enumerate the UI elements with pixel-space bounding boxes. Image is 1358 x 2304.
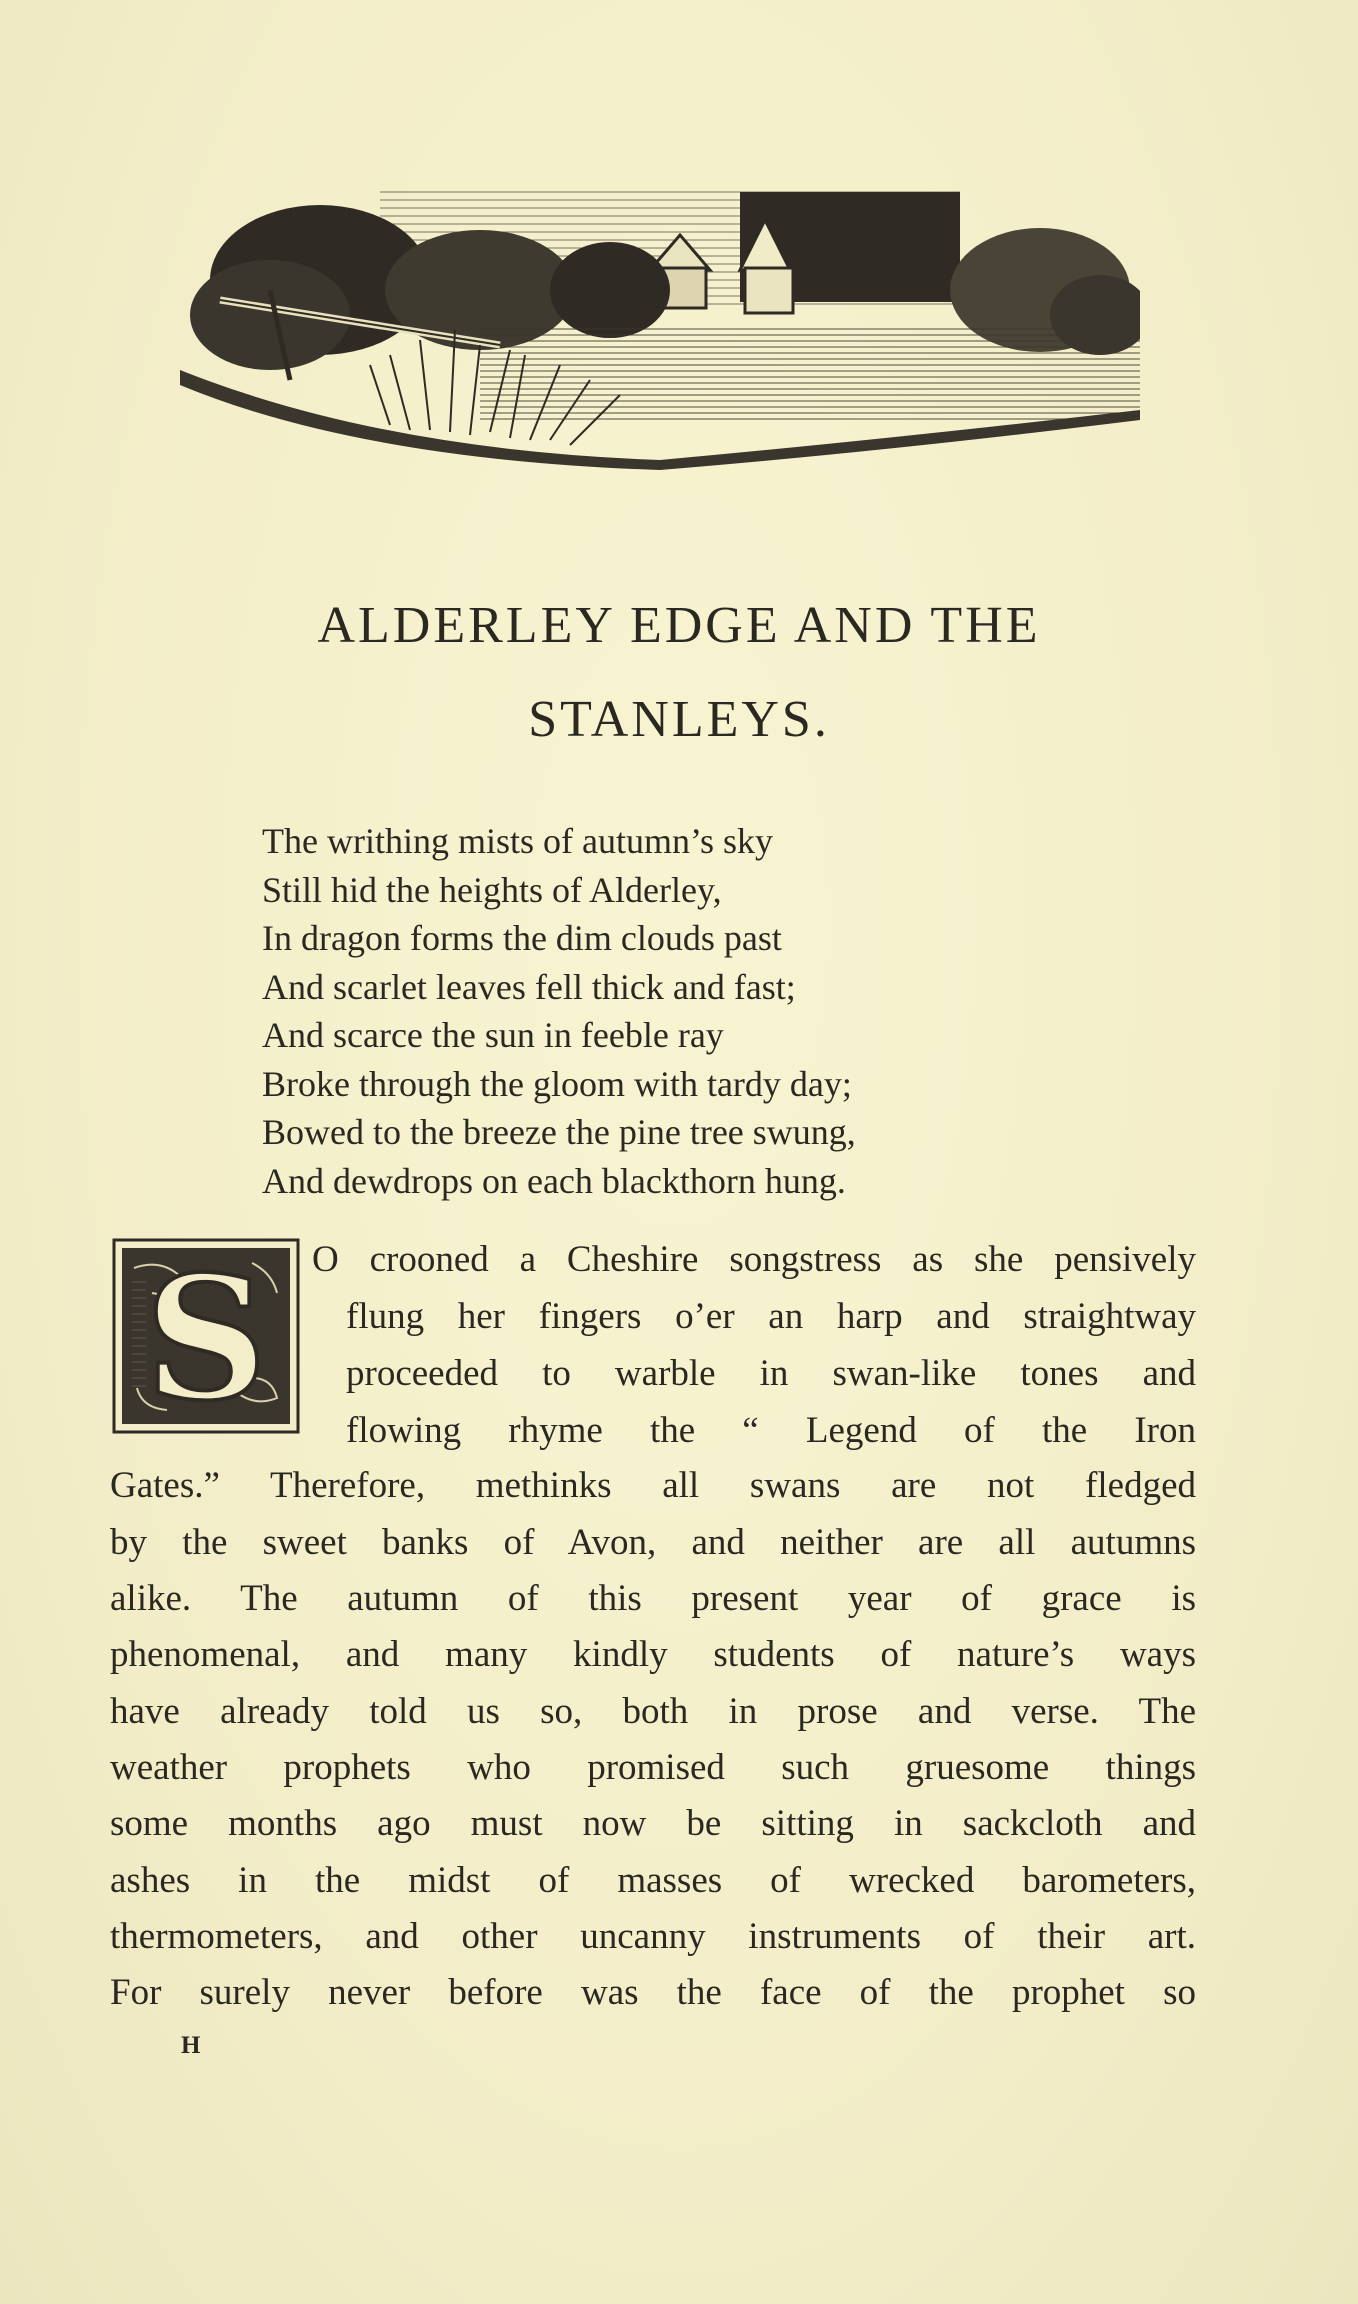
ornamental-drop-cap <box>112 1238 300 1434</box>
paragraph-line: For surely never before was the face of the prophet so <box>110 1972 1196 2013</box>
paragraph-line: phenomenal, and many kindly students of nature’s ways <box>110 1634 1196 1675</box>
paragraph-line: by the sweet banks of Avon, and neither are all autumns <box>110 1522 1196 1563</box>
paragraph-line: flung her fingers o’er an harp and straightway <box>346 1296 1196 1337</box>
verse-line: Bowed to the breeze the pine tree swung, <box>262 1112 856 1152</box>
verse-line: Still hid the heights of Alderley, <box>262 869 722 910</box>
paragraph-line: have already told us so, both in prose and verse. The <box>110 1691 1196 1732</box>
paragraph-line: O crooned a Cheshire songstress as she pensively <box>312 1239 1196 1280</box>
paragraph-line: ashes in the midst of masses of wrecked barometers, <box>110 1860 1196 1901</box>
paragraph-line: some months ago must now be sitting in sackcloth and <box>110 1803 1196 1844</box>
paragraph-line: Gates.” Therefore, methinks all swans are not fledged <box>110 1465 1196 1506</box>
drop-cap-letter: S <box>144 1239 268 1434</box>
river-mill-engraving <box>180 140 1140 470</box>
verse-stanza <box>262 817 856 1205</box>
verse-line: And scarce the sun in feeble ray <box>262 1015 724 1055</box>
paragraph-line: weather prophets who promised such gruesome things <box>110 1747 1196 1788</box>
signature-mark: H <box>181 2032 201 2059</box>
chapter-title-line2: STANLEYS. <box>528 691 830 748</box>
paragraph-line: thermometers, and other uncanny instruments of their art. <box>110 1916 1196 1957</box>
verse-line: And dewdrops on each blackthorn hung. <box>262 1160 846 1201</box>
paragraph-line: flowing rhyme the “ Legend of the Iron <box>346 1410 1196 1451</box>
verse-line: The writhing mists of autumn’s sky <box>262 821 773 861</box>
chapter-title-line1: ALDERLEY EDGE AND THE <box>317 597 1041 654</box>
paragraph-line: alike. The autumn of this present year of grace is <box>110 1578 1196 1619</box>
verse-line: And scarlet leaves fell thick and fast; <box>262 966 796 1007</box>
verse-line: In dragon forms the dim clouds past <box>262 918 782 958</box>
verse-line: Broke through the gloom with tardy day; <box>262 1063 852 1104</box>
paragraph-line: proceeded to warble in swan-like tones and <box>346 1353 1196 1394</box>
